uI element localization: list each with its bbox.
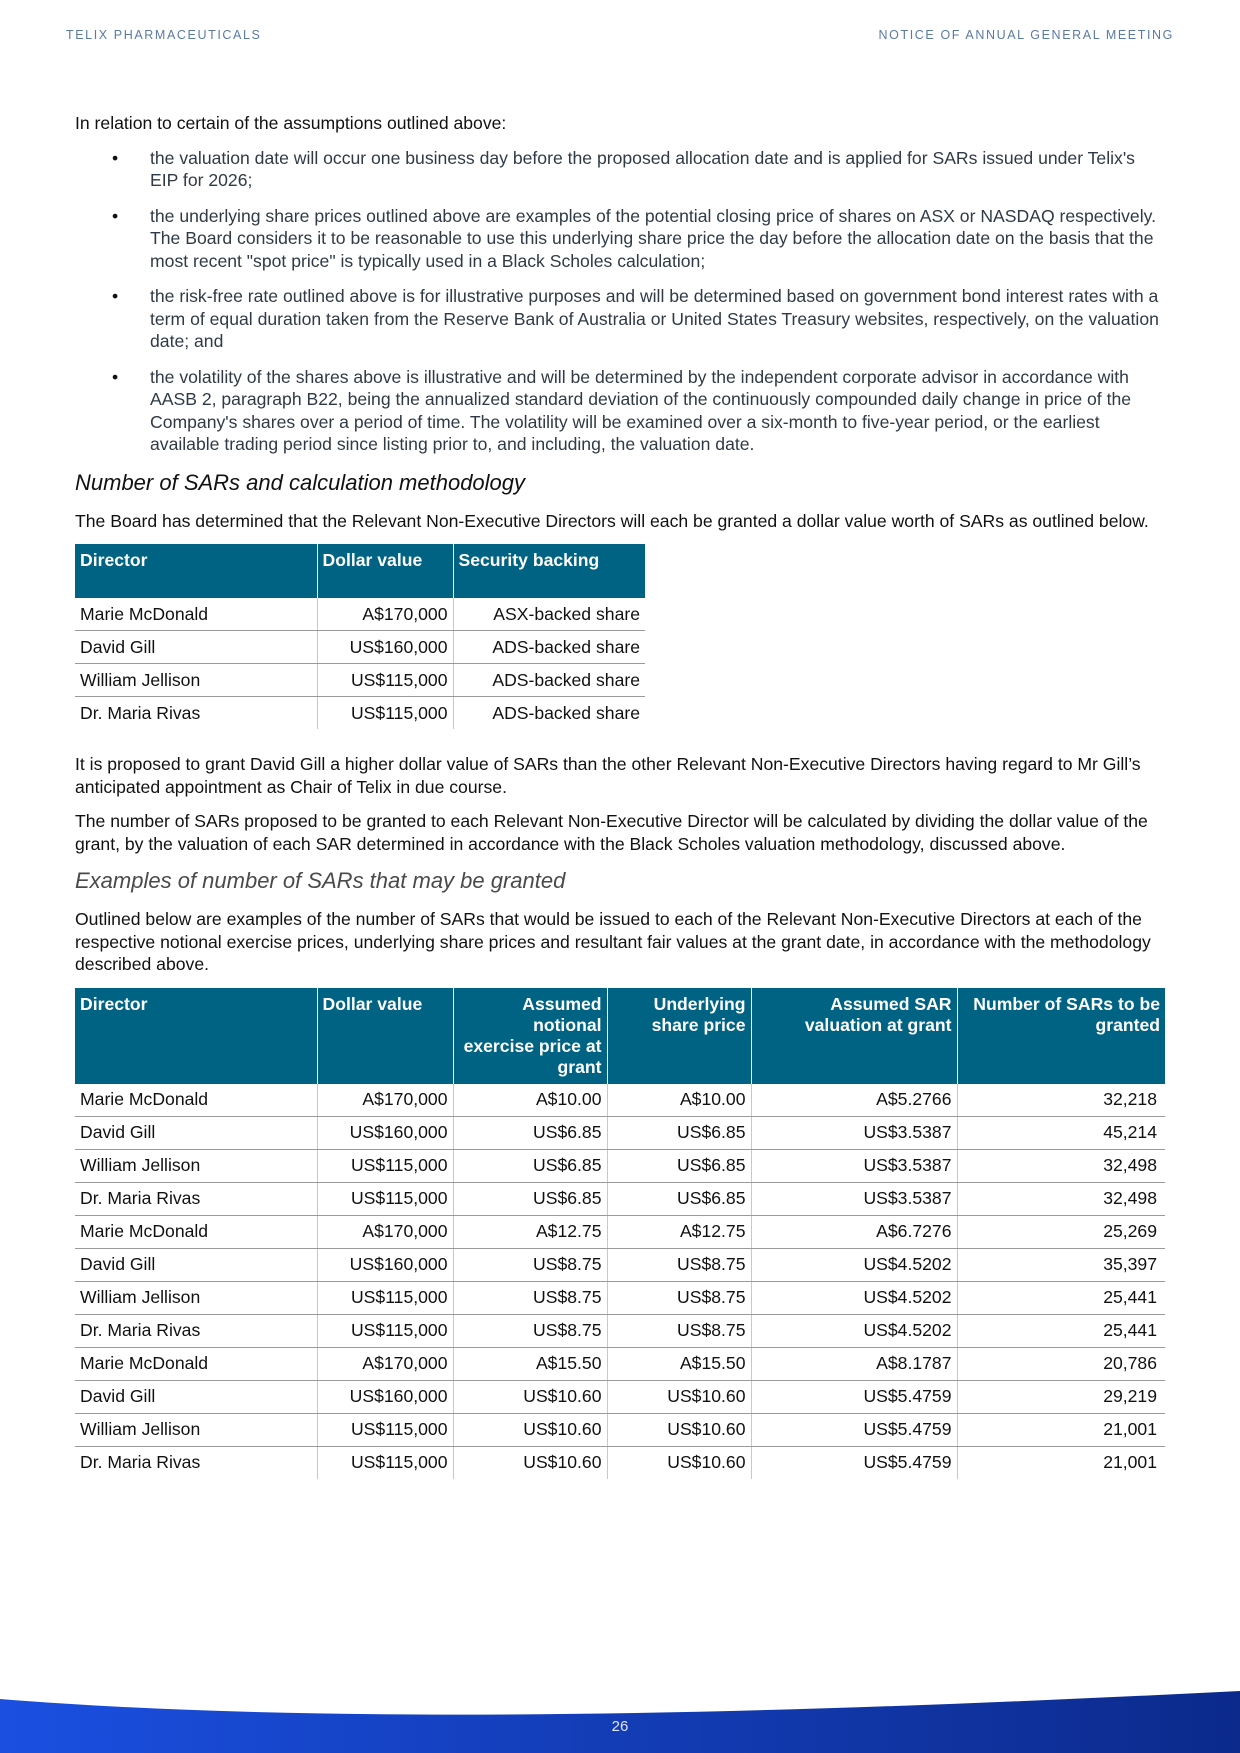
column-header: Number of SARs to be granted [957, 988, 1165, 1084]
table-row [75, 1446, 1165, 1479]
table-cell: US$5.4759 [751, 1446, 957, 1479]
table-cell: US$115,000 [317, 1314, 453, 1347]
dollar-value-table [75, 544, 645, 729]
bullet-icon: • [112, 366, 119, 387]
table-row [75, 598, 645, 631]
table-cell: US$3.5387 [751, 1182, 957, 1215]
intro-paragraph: In relation to certain of the assumptions outlined above: [75, 113, 507, 133]
table-cell: Dr. Maria Rivas [80, 1452, 201, 1472]
table-cell: US$10.60 [607, 1446, 751, 1479]
table-cell: 25,441 [957, 1314, 1165, 1347]
table-cell: US$6.85 [607, 1116, 751, 1149]
column-header: Director [75, 544, 317, 598]
table-row [75, 1380, 1165, 1413]
table-cell: 32,218 [957, 1084, 1165, 1117]
table-body [75, 1084, 1165, 1479]
table-cell: US$4.5202 [751, 1314, 957, 1347]
table-cell: US$10.60 [607, 1413, 751, 1446]
table-cell: US$6.85 [453, 1182, 607, 1215]
list-item: • the underlying share prices outlined above are examples of the potential closing price of shares on ASX or NASDAQ respectively. The Board considers it to be reasonable to use this underlying share price the day before the allocation date on the basis that the most recent "spot price" is typically used in a Black Scholes calculation; [112, 205, 1156, 271]
table-cell: US$5.4759 [751, 1413, 957, 1446]
bullet-icon: • [112, 205, 119, 226]
table-cell: US$10.60 [453, 1446, 607, 1479]
header-company: TELIX PHARMACEUTICALS [66, 28, 262, 42]
table-cell: US$8.75 [453, 1248, 607, 1281]
table-header-row [75, 544, 645, 598]
table-cell: ADS-backed share [453, 697, 645, 730]
table-row [75, 1116, 1165, 1149]
table-cell: A$6.7276 [751, 1215, 957, 1248]
table-cell: US$6.85 [453, 1116, 607, 1149]
table-cell: US$5.4759 [751, 1380, 957, 1413]
table-header-row [75, 988, 1165, 1084]
table-cell: William Jellison [75, 1149, 317, 1182]
table-cell: 21,001 [957, 1413, 1165, 1446]
table-cell: 25,441 [957, 1281, 1165, 1314]
table-cell: 32,498 [957, 1182, 1165, 1215]
calculation-paragraph: The number of SARs proposed to be granted to each Relevant Non-Executive Director will be calculated by dividing the dollar value of the grant, by the valuation of each SAR determined in accordance with the Black Scholes valuation methodology, discussed above. [75, 811, 1148, 854]
table-cell: US$115,000 [317, 697, 453, 730]
table-cell: 21,001 [957, 1446, 1165, 1479]
page-content [75, 112, 1165, 1479]
table-cell: US$160,000 [317, 631, 453, 664]
table-cell: US$8.75 [453, 1281, 607, 1314]
table-row [75, 631, 645, 664]
column-header: Assumed notional exercise price at grant [453, 988, 607, 1084]
page-number: 26 [611, 1718, 629, 1735]
table-cell: A$10.00 [607, 1084, 751, 1117]
list-item: • the risk-free rate outlined above is for illustrative purposes and will be determined based on government bond interest rates with a term of equal duration taken from the Reserve Bank of Australia or United States Treasury websites, respectively, on the valuation date; and [112, 286, 1159, 351]
table-cell: A$10.00 [453, 1084, 607, 1117]
table-cell: US$4.5202 [751, 1248, 957, 1281]
bullet-icon: • [112, 147, 119, 168]
table-cell: US$3.5387 [751, 1149, 957, 1182]
table-cell: William Jellison [75, 664, 317, 697]
table-cell: A$170,000 [317, 1084, 453, 1117]
table-cell: A$170,000 [317, 598, 453, 631]
table-row [75, 1182, 1165, 1215]
table-cell: US$10.60 [453, 1380, 607, 1413]
table-cell: ADS-backed share [453, 664, 645, 697]
header-document-title: NOTICE OF ANNUAL GENERAL MEETING [878, 28, 1174, 42]
table-cell: Dr. Maria Rivas [75, 1314, 317, 1347]
table-cell: A$15.50 [607, 1347, 751, 1380]
table-cell: A$170,000 [317, 1215, 453, 1248]
column-header: Dollar value [317, 988, 453, 1084]
list-item: • the volatility of the shares above is illustrative and will be determined by the independent corporate advisor in accordance with AASB 2, paragraph B22, being the annualized standard deviation of the continuously compounded daily change in price of the Company's shares over a period of time. The volatility will be examined over a six-month to five-year period, or the earliest available trading period since listing prior to, and including, the valuation date. [112, 366, 1132, 454]
table-cell: 25,269 [957, 1215, 1165, 1248]
table-row [75, 1149, 1165, 1182]
methodology-paragraph: The Board has determined that the Relevant Non-Executive Directors will each be granted a dollar value worth of SARs as outlined below. [75, 510, 1149, 531]
table-cell: US$160,000 [317, 1116, 453, 1149]
table-cell: Dr. Maria Rivas [80, 702, 201, 723]
section-heading-examples: Examples of number of SARs that may be granted [75, 868, 566, 893]
table-cell: A$12.75 [607, 1215, 751, 1248]
table-cell: US$4.5202 [751, 1281, 957, 1314]
table-cell: US$115,000 [317, 1182, 453, 1215]
footer-band [0, 1673, 1240, 1753]
table-cell: US$3.5387 [751, 1116, 957, 1149]
examples-paragraph: Outlined below are examples of the number of SARs that would be issued to each of the Relevant Non-Executive Directors at each of the respective notional exercise prices, underlying share prices and resultant fair values at the grant date, in accordance with the methodology described above. [75, 909, 1151, 974]
table-cell: 29,219 [957, 1380, 1165, 1413]
table-cell: US$115,000 [317, 1446, 453, 1479]
list-item: • the valuation date will occur one business day before the proposed allocation date and is applied for SARs issued under Telix's EIP for 2026; [112, 147, 1135, 190]
table-cell: William Jellison [75, 1413, 317, 1446]
table-cell: US$8.75 [607, 1248, 751, 1281]
table-cell: David Gill [75, 1248, 317, 1281]
table-row [75, 1413, 1165, 1446]
column-header: Assumed SAR valuation at grant [751, 988, 957, 1084]
sars-examples-table [75, 988, 1165, 1479]
gill-paragraph: It is proposed to grant David Gill a higher dollar value of SARs than the other Relevant Non-Executive Directors having regard to Mr Gill’s anticipated appointment as Chair of Telix in due course. [75, 754, 1141, 797]
table-row [75, 1281, 1165, 1314]
table-cell: US$160,000 [317, 1248, 453, 1281]
table-cell: William Jellison [75, 1281, 317, 1314]
table-cell: David Gill [75, 1380, 317, 1413]
table-cell: 45,214 [957, 1116, 1165, 1149]
column-header: Dollar value [317, 544, 453, 598]
table-cell: US$10.60 [453, 1413, 607, 1446]
table-cell: David Gill [75, 631, 317, 664]
table-cell: Marie McDonald [75, 1215, 317, 1248]
table-cell: Dr. Maria Rivas [75, 1182, 317, 1215]
table-cell: US$8.75 [453, 1314, 607, 1347]
table-cell: Marie McDonald [75, 1084, 317, 1117]
table-row [75, 1347, 1165, 1380]
table-cell: 32,498 [957, 1149, 1165, 1182]
section-heading-methodology: Number of SARs and calculation methodology [75, 469, 526, 495]
table-cell: US$6.85 [453, 1149, 607, 1182]
table-row [75, 1215, 1165, 1248]
table-cell: US$115,000 [317, 1281, 453, 1314]
table-cell: A$170,000 [317, 1347, 453, 1380]
table-cell: US$115,000 [317, 664, 453, 697]
table-cell: US$115,000 [317, 1413, 453, 1446]
table-row [75, 1084, 1165, 1117]
table-cell: 20,786 [957, 1347, 1165, 1380]
column-header: Underlying share price [607, 988, 751, 1084]
column-header: Security backing [453, 544, 645, 598]
column-header: Director [75, 988, 317, 1084]
table-cell: A$15.50 [453, 1347, 607, 1380]
assumptions-list [75, 147, 1165, 456]
table-cell: ADS-backed share [453, 631, 645, 664]
table-cell: Marie McDonald [75, 1347, 317, 1380]
table-cell: David Gill [75, 1116, 317, 1149]
table-cell: A$8.1787 [751, 1347, 957, 1380]
table-row [75, 1314, 1165, 1347]
table-cell: US$160,000 [317, 1380, 453, 1413]
table-cell: US$8.75 [607, 1281, 751, 1314]
table-cell: US$6.85 [607, 1182, 751, 1215]
table-cell: US$10.60 [607, 1380, 751, 1413]
table-row [75, 1248, 1165, 1281]
table-cell: 35,397 [957, 1248, 1165, 1281]
table-cell: US$115,000 [317, 1149, 453, 1182]
table-row [75, 697, 645, 730]
table-cell: Marie McDonald [75, 598, 317, 631]
table-cell: ASX-backed share [453, 598, 645, 631]
table-cell: US$8.75 [607, 1314, 751, 1347]
bullet-icon: • [112, 286, 119, 306]
table-row [75, 664, 645, 697]
table-cell: US$6.85 [607, 1149, 751, 1182]
table-cell: A$12.75 [453, 1215, 607, 1248]
table-cell: A$5.2766 [751, 1084, 957, 1117]
